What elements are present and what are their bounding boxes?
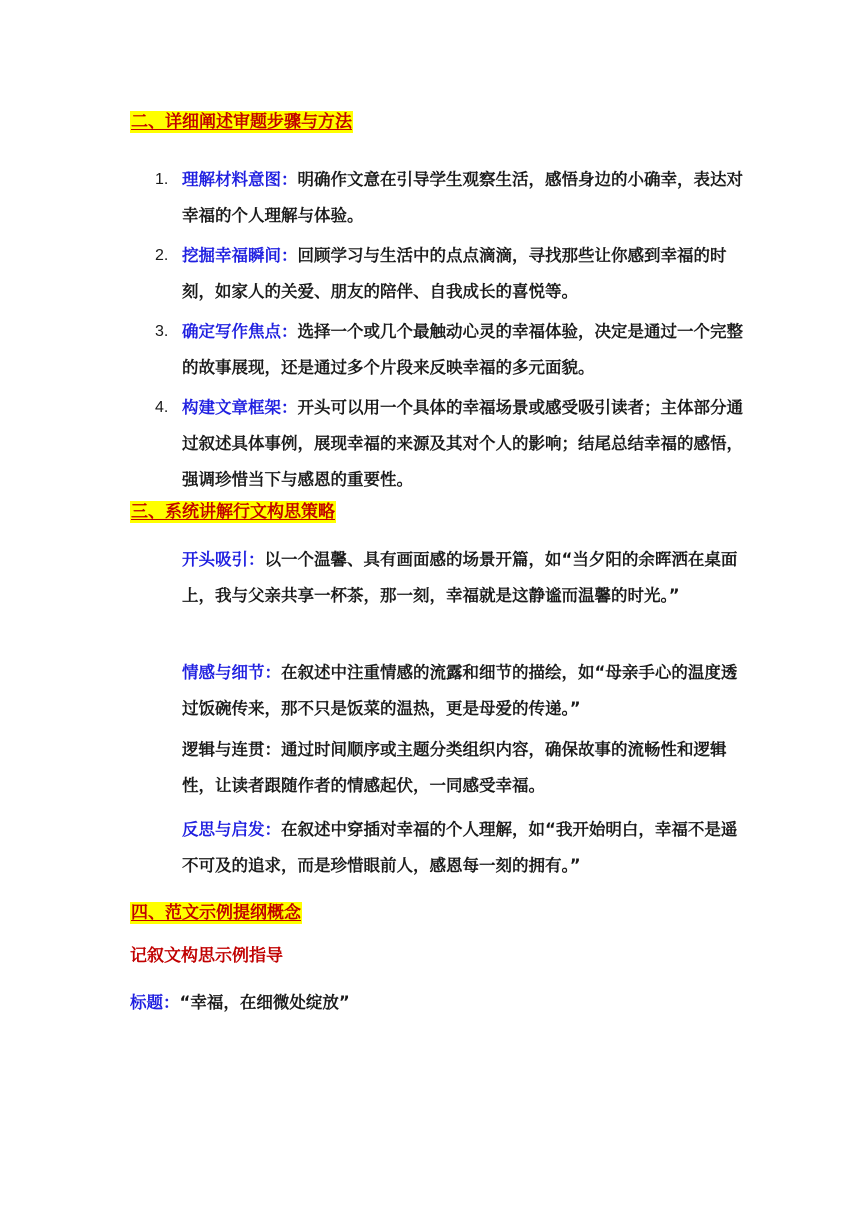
list-number: 1. [155,171,169,188]
strategy-text: 在叙述中穿插对幸福的个人理解，如“我开始明白，幸福不是遥不可及的追求，而是珍惜眼前人，感恩每一刻的拥有。” [182,820,738,875]
list-item [155,314,745,386]
list-number: 2. [155,247,169,264]
list-item-text [182,390,745,498]
section-heading-3: 三、系统讲解行文构思策略 [131,502,335,522]
strategy-paragraph [182,732,742,804]
step-label: 挖掘幸福瞬间： [182,246,298,265]
title-label: 标题： [130,993,180,1012]
strategy-paragraph [182,812,742,884]
list-item-text [182,238,745,310]
section-heading-4: 四、范文示例提纲概念 [131,903,301,923]
step-text: 回顾学习与生活中的点点滴滴，寻找那些让你感到幸福的时刻，如家人的关爱、朋友的陪伴、自我成长的喜悦等。 [182,246,727,301]
analysis-steps-list [155,162,745,502]
step-label: 确定写作焦点： [182,322,298,341]
strategy-text: 通过时间顺序或主题分类组织内容，确保故事的流畅性和逻辑性，让读者跟随作者的情感起伏，一同感受幸福。 [182,740,727,795]
list-item-text [182,162,745,234]
list-item-text [182,314,745,386]
strategy-label: 开头吸引： [182,550,265,569]
strategy-label: 逻辑与连贯： [182,740,281,759]
strategy-label: 反思与启发： [182,820,281,839]
strategy-label: 情感与细节： [182,663,281,682]
example-subheading: 记叙文构思示例指导 [130,946,283,966]
strategy-text: 在叙述中注重情感的流露和细节的描绘，如“母亲手心的温度透过饭碗传来，那不只是饭菜的温热，更是母爱的传递。” [182,663,738,718]
example-title-line [130,991,350,1015]
list-number: 4. [155,399,169,416]
list-item [155,162,745,234]
step-text: 明确作文意在引导学生观察生活，感悟身边的小确幸，表达对幸福的个人理解与体验。 [182,170,743,225]
strategy-paragraph [182,542,742,614]
strategy-paragraph [182,655,742,727]
step-label: 构建文章框架： [182,398,298,417]
strategy-text: 以一个温馨、具有画面感的场景开篇，如“当夕阳的余晖洒在桌面上，我与父亲共享一杯茶，那一刻，幸福就是这静谧而温馨的时光。” [182,550,738,605]
list-item [155,238,745,310]
title-value: “幸福，在细微处绽放” [179,993,350,1012]
step-text: 选择一个或几个最触动心灵的幸福体验，决定是通过一个完整的故事展现，还是通过多个片段来反映幸福的多元面貌。 [182,322,743,377]
list-number: 3. [155,323,169,340]
step-label: 理解材料意图： [182,170,298,189]
list-item [155,390,745,498]
section-heading-2: 二、详细阐述审题步骤与方法 [131,112,352,132]
step-text: 开头可以用一个具体的幸福场景或感受吸引读者；主体部分通过叙述具体事例，展现幸福的来源及其对个人的影响；结尾总结幸福的感悟，强调珍惜当下与感恩的重要性。 [182,398,743,489]
